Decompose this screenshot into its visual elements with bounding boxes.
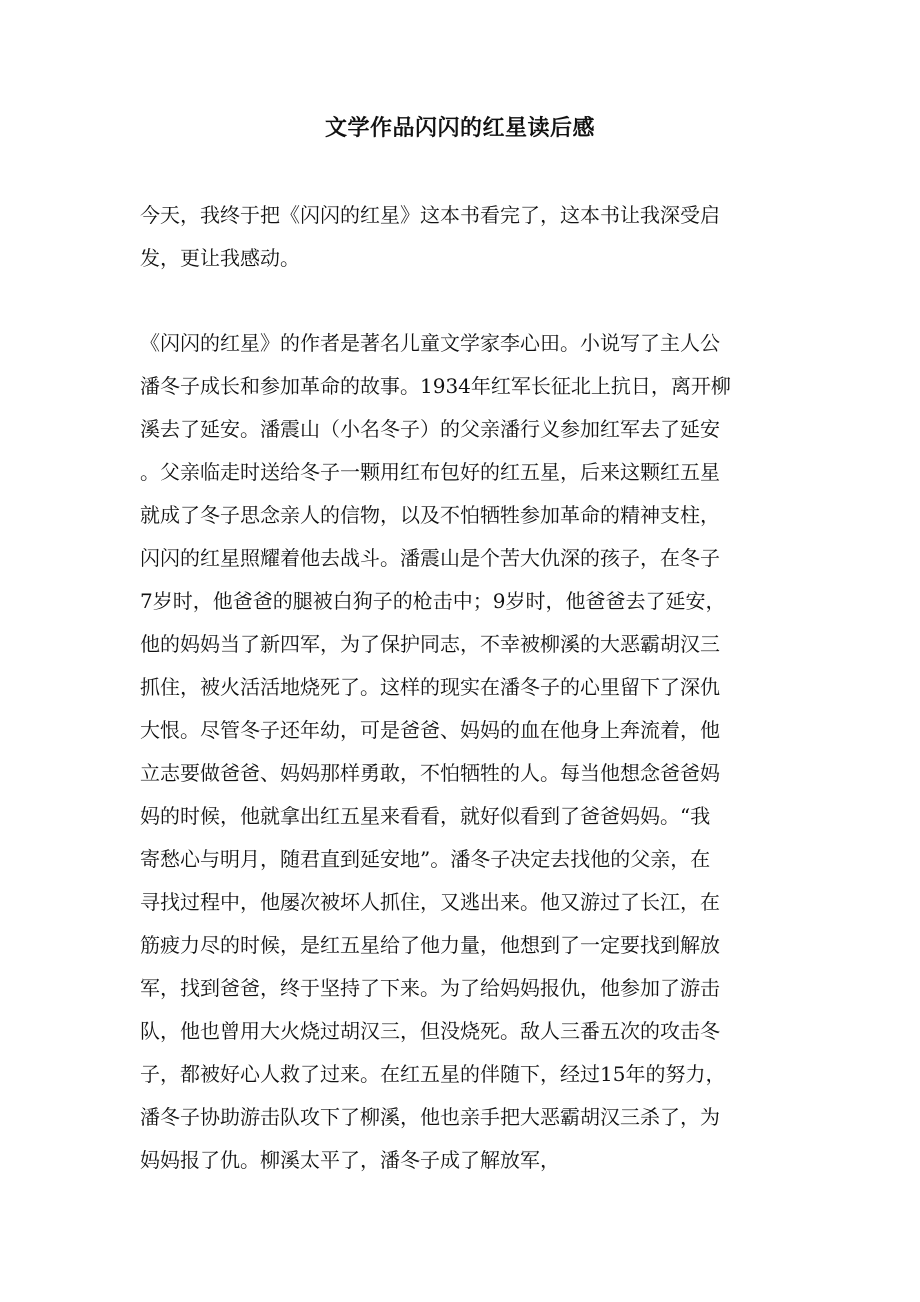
paragraph-line: 闪闪的红星照耀着他去战斗。潘震山是个苦大仇深的孩子，在冬子 xyxy=(140,546,720,570)
paragraph-summary xyxy=(140,322,780,1182)
paragraph-line: 7岁时，他爸爸的腿被白狗子的枪击中；9岁时，他爸爸去了延安， xyxy=(140,589,726,613)
page-title: 文学作品闪闪的红星读后感 xyxy=(324,115,595,141)
paragraph-line: 潘冬子协助游击队攻下了柳溪，他也亲手把大恶霸胡汉三杀了，为 xyxy=(140,1105,720,1129)
paragraph-line: 妈妈报了仇。柳溪太平了，潘冬子成了解放军， xyxy=(140,1148,560,1172)
paragraph-line: 发，更让我感动。 xyxy=(140,246,300,270)
paragraph-line: 子，都被好心人救了过来。在红五星的伴随下，经过15年的努力， xyxy=(140,1062,726,1086)
paragraph-line: 妈的时候，他就拿出红五星来看看，就好似看到了爸爸妈妈。“我 xyxy=(140,804,711,828)
paragraph-line: 。父亲临走时送给冬子一颗用红布包好的红五星，后来这颗红五星 xyxy=(140,460,720,484)
paragraph-line: 潘冬子成长和参加革命的故事。1934年红军长征北上抗日，离开柳 xyxy=(140,374,731,398)
paragraph-line: 溪去了延安。潘震山（小名冬子）的父亲潘行义参加红军去了延安 xyxy=(140,417,720,441)
paragraph-line: 军，找到爸爸，终于坚持了下来。为了给妈妈报仇，他参加了游击 xyxy=(140,976,720,1000)
paragraph-line: 立志要做爸爸、妈妈那样勇敢，不怕牺牲的人。每当他想念爸爸妈 xyxy=(140,761,720,785)
paragraph-line: 《闪闪的红星》的作者是著名儿童文学家李心田。小说写了主人公 xyxy=(140,331,720,355)
paragraph-line: 抓住，被火活活地烧死了。这样的现实在潘冬子的心里留下了深仇 xyxy=(140,675,720,699)
paragraph-line: 寄愁心与明月，随君直到延安地”。潘冬子决定去找他的父亲，在 xyxy=(140,847,711,871)
paragraph-line: 大恨。尽管冬子还年幼，可是爸爸、妈妈的血在他身上奔流着，他 xyxy=(140,718,720,742)
paragraph-line: 他的妈妈当了新四军，为了保护同志，不幸被柳溪的大恶霸胡汉三 xyxy=(140,632,720,656)
paragraph-intro xyxy=(140,194,780,280)
paragraph-line: 筋疲力尽的时候，是红五星给了他力量，他想到了一定要找到解放 xyxy=(140,933,720,957)
paragraph-line: 队，他也曾用大火烧过胡汉三，但没烧死。敌人三番五次的攻击冬 xyxy=(140,1019,720,1043)
paragraph-line: 就成了冬子思念亲人的信物，以及不怕牺牲参加革命的精神支柱， xyxy=(140,503,720,527)
paragraph-line: 今天，我终于把《闪闪的红星》这本书看完了，这本书让我深受启 xyxy=(140,203,720,227)
paragraph-line: 寻找过程中，他屡次被坏人抓住，又逃出来。他又游过了长江，在 xyxy=(140,890,720,914)
